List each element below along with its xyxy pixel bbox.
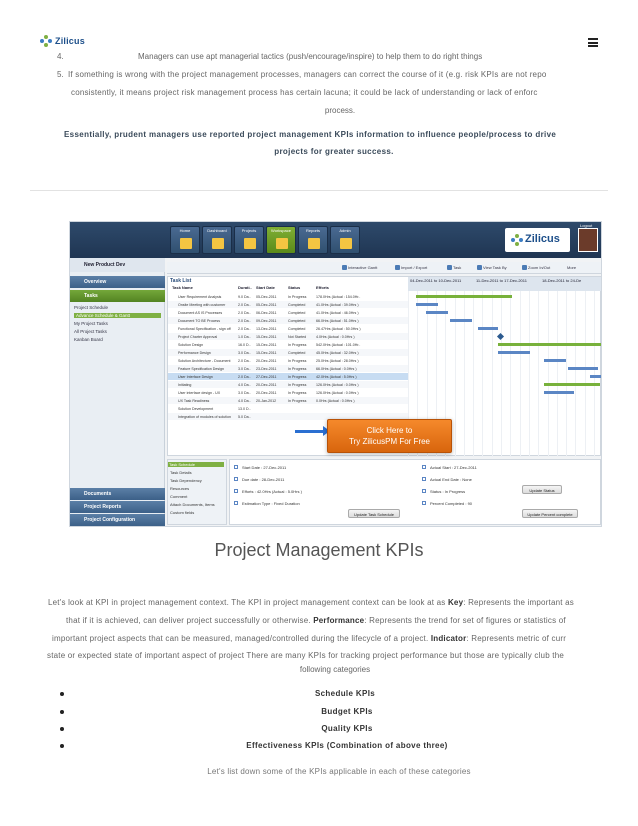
table-row[interactable]: [168, 333, 408, 340]
kpi-section-title: Project Management KPIs: [214, 540, 424, 560]
gantt-week-3: 18-Dec-2011 to 24-De: [542, 278, 582, 283]
left-nav: [70, 258, 165, 527]
table-cell: 66.0Hrs (Actual : 0.0Hrs ): [316, 366, 357, 371]
task-icon: [447, 265, 452, 270]
table-cell: 542.0Hrs (Actual : 101.0Hr..: [316, 342, 361, 347]
gantt-bar[interactable]: [544, 359, 566, 362]
table-cell: 42.0Hrs (Actual : 5.0Hrs ): [316, 374, 357, 379]
kpi-para-text: Let's look at KPI in project management context. The KPI in project management context can be look at as: [48, 598, 448, 607]
workspace-icon: [276, 238, 288, 249]
update-status-button[interactable]: Update Status: [522, 485, 562, 494]
due-date-text: Due date : 28-Dec-2011: [242, 477, 285, 482]
table-cell: 05-Dec-2011: [256, 302, 277, 307]
summary-line-2: projects for greater success.: [274, 147, 394, 156]
table-cell: In Progress: [288, 398, 307, 403]
table-row[interactable]: [168, 301, 408, 308]
table-cell: Initiating: [178, 382, 192, 387]
gantt-grid-line: [464, 291, 465, 457]
table-cell: 3.0 Da..: [238, 350, 251, 355]
col-status[interactable]: Status: [288, 285, 301, 290]
nav-projects-label: Projects: [241, 228, 257, 233]
nav-admin-label: Admin: [339, 228, 351, 233]
table-cell: 41.0Hrs (Actual : 46.0Hrs ): [316, 310, 359, 315]
zoom-icon: [522, 265, 527, 270]
table-cell: 3.0 Da..: [238, 366, 251, 371]
nav-projects-button[interactable]: [234, 226, 264, 254]
table-cell: User Requirement Analysis: [178, 294, 222, 299]
status-text: Status : In Progress: [430, 489, 466, 494]
gantt-grid-line: [594, 291, 595, 457]
table-cell: Document AS IS Processes: [178, 310, 223, 315]
app-logo: [505, 228, 570, 252]
table-cell: 15-Dec-2011: [256, 350, 277, 355]
table-cell: Completed: [288, 350, 306, 355]
more-button[interactable]: [567, 265, 576, 270]
tab-custom-fields[interactable]: Custom fields: [170, 510, 195, 515]
table-cell: 05-Dec-2011: [256, 294, 277, 299]
gantt-bar[interactable]: [498, 351, 530, 354]
gantt-bar[interactable]: [416, 303, 438, 306]
gantt-grid-line: [492, 291, 493, 457]
nav-reports-button[interactable]: [298, 226, 328, 254]
kpi-para-line-2: [66, 616, 566, 625]
table-cell: Solution Development: [178, 406, 214, 411]
kpi-key-term: Key: [447, 598, 464, 607]
bullet-effectiveness-kpis: Effectiveness KPIs (Combination of above three): [246, 741, 448, 750]
try-free-cta-button[interactable]: [327, 419, 452, 453]
table-row[interactable]: [168, 317, 408, 324]
table-row[interactable]: [168, 381, 408, 388]
nav-project-schedule[interactable]: Project Schedule: [74, 305, 109, 310]
home-icon: [180, 238, 192, 249]
kpi-para-line-4: state or expected state of important aspect of project There are many KPIs for tracking project performance but those are typically club the: [47, 651, 564, 660]
gantt-week-2: 11-Dec-2011 to 17-Dec-2011: [476, 278, 527, 283]
admin-icon: [340, 238, 352, 249]
gantt-grid-line: [473, 291, 474, 457]
gantt-grid-line: [520, 291, 521, 457]
zilicus-logo-icon: [40, 35, 52, 47]
bullet-schedule-kpis: Schedule KPIs: [314, 689, 376, 698]
kpi-closing-line: Let's list down some of the KPIs applicable in each of these categories: [207, 767, 471, 776]
table-cell: 9.0 Da..: [238, 294, 251, 299]
table-cell: In Progress: [288, 342, 307, 347]
gantt-grid-line: [585, 291, 586, 457]
table-cell: 0.0Hrs (Actual : 0.0Hrs ): [316, 398, 355, 403]
bullet-quality-kpis: Quality KPIs: [321, 724, 373, 733]
gantt-grid-line: [566, 291, 567, 457]
table-cell: 26.47Hrs (Actual : 50.0Hrs ): [316, 326, 361, 331]
nav-admin-button[interactable]: [330, 226, 360, 254]
table-cell: 2.0 Da..: [238, 310, 251, 315]
nav-kanban-board[interactable]: Kanban Board: [74, 337, 103, 342]
table-cell: Onsite Meeting with customer: [178, 302, 226, 307]
list-item-5-line1: If something is wrong with the project management processes, managers can correct the course of it (e.g. risk KPIs are not repo: [68, 70, 547, 79]
table-cell: Completed: [288, 326, 306, 331]
table-cell: 41.0Hrs (Actual : 39.0Hrs ): [316, 302, 359, 307]
gantt-bar[interactable]: [568, 367, 598, 370]
nav-home-label: Home: [179, 228, 191, 233]
view-task-by-button[interactable]: [477, 265, 507, 270]
list-item-5-line3: process.: [324, 106, 356, 115]
table-cell: User interface design - UX: [178, 390, 221, 395]
table-cell: Functional Specification - sign off: [178, 326, 231, 331]
table-cell: Feature Specification Design: [178, 366, 224, 371]
table-cell: 20-Dec-2011: [256, 390, 277, 395]
gantt-bar[interactable]: [544, 383, 600, 386]
gantt-milestone[interactable]: [497, 333, 504, 340]
table-cell: 15-Dec-2011: [256, 342, 277, 347]
table-cell: Project Charter Approval: [178, 334, 218, 339]
actual-end-text: Actual End Date : None: [430, 477, 472, 482]
interactive-gantt-label: Interactive Gantt: [348, 265, 378, 270]
hamburger-menu-icon[interactable]: [588, 38, 598, 47]
interactive-gantt-button[interactable]: [342, 265, 377, 270]
table-cell: 126.0Hrs (Actual : 0.0Hrs ): [316, 382, 359, 387]
gantt-bar[interactable]: [416, 295, 512, 298]
bullet-budget-kpis: Budget KPIs: [321, 707, 373, 716]
table-row[interactable]: [168, 341, 408, 348]
table-cell: 09-Dec-2011: [256, 318, 277, 323]
table-cell: Solution Design: [178, 342, 204, 347]
user-avatar[interactable]: [578, 228, 598, 252]
gantt-bar[interactable]: [478, 327, 498, 330]
percent-text: Percent Completed : 90: [430, 501, 473, 506]
task-label: Task: [453, 265, 462, 270]
kpi-para-line-1: [48, 598, 574, 607]
gantt-bar[interactable]: [426, 311, 448, 314]
kpi-para-line-5: following categories: [299, 665, 371, 674]
start-date-text: Start Date : 27-Dec-2011: [242, 465, 287, 470]
table-cell: 2.0 Da..: [238, 358, 251, 363]
zilicus-app-screenshot[interactable]: [69, 221, 602, 527]
efforts-text: Efforts : 42.0Hrs (Actual : 5.0Hrs ): [242, 489, 302, 494]
table-cell: Performance Design: [178, 350, 211, 355]
table-cell: In Progress: [288, 366, 307, 371]
col-start-date[interactable]: Start Date: [256, 285, 275, 290]
logo-text: Zilicus: [55, 36, 85, 46]
table-cell: 4.0 Da..: [238, 382, 251, 387]
calendar-icon: [422, 477, 426, 481]
table-cell: 2.0 Da..: [238, 302, 251, 307]
nav-all-project-tasks[interactable]: All Project Tasks: [74, 329, 107, 334]
nav-advance-schedule[interactable]: Advance Schedule & Gantt: [74, 313, 161, 318]
table-cell: 27-Dec-2011: [256, 374, 277, 379]
dashboard-icon: [212, 238, 224, 249]
zoom-label: Zoom In/Out: [528, 265, 551, 270]
table-row[interactable]: [168, 405, 408, 412]
gantt-bar[interactable]: [450, 319, 472, 322]
tab-task-schedule[interactable]: Task Schedule: [168, 462, 224, 467]
gantt-grid-line: [548, 291, 549, 457]
estimation-icon: [234, 501, 238, 505]
table-cell: 23-Dec-2011: [256, 366, 277, 371]
table-cell: 06-Dec-2011: [256, 310, 277, 315]
kpi-performance-term: Performance: [313, 616, 365, 625]
table-cell: Document TO BE Process: [178, 318, 221, 323]
gantt-header: [408, 277, 602, 291]
tab-attach-documents[interactable]: Attach Documents, Items: [170, 502, 215, 507]
gantt-grid-line: [501, 291, 502, 457]
percent-icon: [422, 501, 426, 505]
task-list-title: Task List: [170, 278, 192, 284]
table-cell: Integration of modules of solution: [178, 414, 231, 419]
import-export-icon: [395, 265, 400, 270]
gantt-grid-line: [557, 291, 558, 457]
table-row[interactable]: [168, 349, 408, 356]
list-number-4: 4.: [57, 52, 64, 61]
nav-dashboard-button[interactable]: [202, 226, 232, 254]
section-project-configuration[interactable]: Project Configuration: [70, 514, 165, 526]
table-cell: 3.0 Da..: [238, 390, 251, 395]
table-cell: Completed: [288, 302, 306, 307]
table-cell: 13.0 D..: [238, 406, 251, 411]
app-header: [70, 222, 602, 258]
gantt-bar[interactable]: [590, 375, 602, 378]
table-cell: 178.0Hrs (Actual : 154.0Hr..: [316, 294, 361, 299]
table-row[interactable]: [168, 293, 408, 300]
section-divider: [30, 190, 608, 191]
calendar-icon: [234, 465, 238, 469]
gantt-bar[interactable]: [498, 343, 602, 346]
list-item-4: Managers can use apt managerial tactics (push/encourage/inspire) to help them to do right things: [138, 52, 483, 61]
nav-my-project-tasks[interactable]: My Project Tasks: [74, 321, 108, 326]
table-cell: UX Task Readiness: [178, 398, 210, 403]
update-task-schedule-button[interactable]: Update Task Schedule: [348, 509, 400, 518]
table-cell: In Progress: [288, 390, 307, 395]
section-overview[interactable]: Overview: [70, 276, 165, 288]
list-item-5-line2: consistently, it means project risk management process has certain lacuna; it could be lack of understanding or lack of enforc: [71, 88, 538, 97]
table-cell: 2.0 Da..: [238, 374, 251, 379]
table-cell: Completed: [288, 310, 306, 315]
col-task-name[interactable]: Task Name: [172, 285, 193, 290]
zilicus-logo[interactable]: [40, 35, 85, 47]
table-cell: 15-Dec-2011: [256, 334, 277, 339]
detail-tabs: [167, 459, 227, 525]
table-cell: 20-Jan-2012: [256, 398, 277, 403]
cta-line-2: Try ZilicusPM For Free: [348, 437, 431, 446]
section-documents[interactable]: Documents: [70, 488, 165, 500]
logout-link[interactable]: Logout: [580, 223, 593, 228]
table-cell: User Interface Design: [178, 374, 213, 379]
view-icon: [477, 265, 482, 270]
project-title: New Product Dev: [70, 258, 165, 272]
status-icon: [422, 489, 426, 493]
kpi-para-text: : Represents the important as: [463, 598, 574, 607]
col-duration[interactable]: Durati..: [238, 285, 252, 290]
nav-workspace-button[interactable]: [266, 226, 296, 254]
summary-line-1: Essentially, prudent managers use reported project management KPIs information to influence people/process to drive: [64, 130, 557, 139]
arrow-icon: [295, 430, 325, 433]
zoom-button[interactable]: [522, 265, 550, 270]
table-cell: 66.0Hrs (Actual : 51.0Hrs ): [316, 318, 359, 323]
table-cell: Completed: [288, 318, 306, 323]
import-export-button[interactable]: [395, 265, 427, 270]
table-row[interactable]: [168, 397, 408, 404]
table-cell: 1.0 Da..: [238, 334, 251, 339]
app-logo-text: Zilicus: [525, 233, 560, 245]
task-detail-panel: [229, 459, 601, 525]
section-project-reports[interactable]: Project Reports: [70, 501, 165, 513]
import-export-label: Import / Export: [401, 265, 428, 270]
table-cell: 16.0 D..: [238, 342, 251, 347]
more-label: More: [567, 265, 577, 270]
table-cell: In Progress: [288, 382, 307, 387]
gantt-week-1: 04-Dec-2011 to 10-Dec-2011: [410, 278, 462, 283]
table-cell: 20-Dec-2011: [256, 382, 277, 387]
table-row[interactable]: [168, 389, 408, 396]
gantt-grid-line: [510, 291, 511, 457]
nav-reports-label: Reports: [305, 228, 320, 233]
table-cell: 20-Dec-2011: [256, 358, 277, 363]
gantt-toolbar: [167, 262, 601, 274]
kpi-para-text: that if it is achieved, can deliver project successfully or otherwise.: [66, 616, 314, 625]
tab-task-details[interactable]: Task Details: [170, 470, 192, 475]
table-cell: 25.0Hrs (Actual : 28.0Hrs ): [316, 358, 359, 363]
kpi-para-line-3: [52, 634, 566, 643]
table-cell: 2.0 Da..: [238, 326, 251, 331]
kpi-para-text: : Represents metric of curr: [466, 634, 567, 643]
nav-dashboard-label: Dashboard: [207, 228, 227, 233]
tab-resources[interactable]: Resources: [170, 486, 190, 491]
kpi-indicator-term: Indicator: [430, 634, 467, 643]
calendar-icon: [234, 477, 238, 481]
nav-home-button[interactable]: [170, 226, 200, 254]
table-row[interactable]: [168, 325, 408, 332]
gantt-icon: [342, 265, 347, 270]
calendar-icon: [422, 465, 426, 469]
table-cell: In Progress: [288, 374, 307, 379]
tab-comment[interactable]: Comment: [170, 494, 188, 499]
table-cell: 4.0Hrs (Actual : 0.0Hrs ): [316, 334, 355, 339]
table-cell: 13-Dec-2011: [256, 326, 277, 331]
update-percent-button[interactable]: Update Percent complete: [522, 509, 578, 518]
table-row[interactable]: [168, 365, 408, 372]
app-logo-icon: [511, 234, 523, 246]
cta-line-1: Click Here to: [366, 426, 413, 435]
table-cell: In Progress: [288, 294, 307, 299]
task-button[interactable]: [447, 265, 461, 270]
gantt-grid-line: [575, 291, 576, 457]
table-cell: In Progress: [288, 358, 307, 363]
table-cell: 2.0 Da..: [238, 318, 251, 323]
kpi-para-text: important project aspects that can be measured, managed/controlled during the lifecycle of a project.: [52, 634, 431, 643]
section-tasks[interactable]: Tasks: [70, 290, 165, 302]
table-cell: 126.0Hrs (Actual : 0.0Hrs ): [316, 390, 359, 395]
efforts-icon: [234, 489, 238, 493]
table-row[interactable]: [168, 357, 408, 364]
table-cell: Not Started: [288, 334, 307, 339]
gantt-grid-line: [455, 291, 456, 457]
estimation-text: Estimation Type : Fixed Duration: [242, 501, 300, 506]
col-efforts[interactable]: Efforts: [316, 285, 329, 290]
gantt-grid-line: [529, 291, 530, 457]
gantt-bar[interactable]: [544, 391, 574, 394]
tab-task-dependency[interactable]: Task Dependency: [170, 478, 202, 483]
kpi-para-text: : Represents the trend for set of figures or statistics of: [364, 616, 566, 625]
reports-icon: [308, 238, 320, 249]
actual-start-text: Actual Start : 27-Dec-2011: [430, 465, 477, 470]
table-cell: 5.0 Da..: [238, 414, 251, 419]
table-cell: 45.0Hrs (Actual : 32.0Hrs ): [316, 350, 359, 355]
nav-workspace-label: Workspace: [271, 228, 291, 233]
view-task-by-label: View Task By: [483, 265, 507, 270]
list-number-5: 5.: [57, 70, 64, 79]
gantt-grid-line: [482, 291, 483, 457]
projects-icon: [244, 238, 256, 249]
table-cell: 4.0 Da..: [238, 398, 251, 403]
gantt-grid-line: [538, 291, 539, 457]
table-row[interactable]: [168, 373, 408, 380]
table-row[interactable]: [168, 309, 408, 316]
table-cell: Solution Architecture - Document: [178, 358, 231, 363]
